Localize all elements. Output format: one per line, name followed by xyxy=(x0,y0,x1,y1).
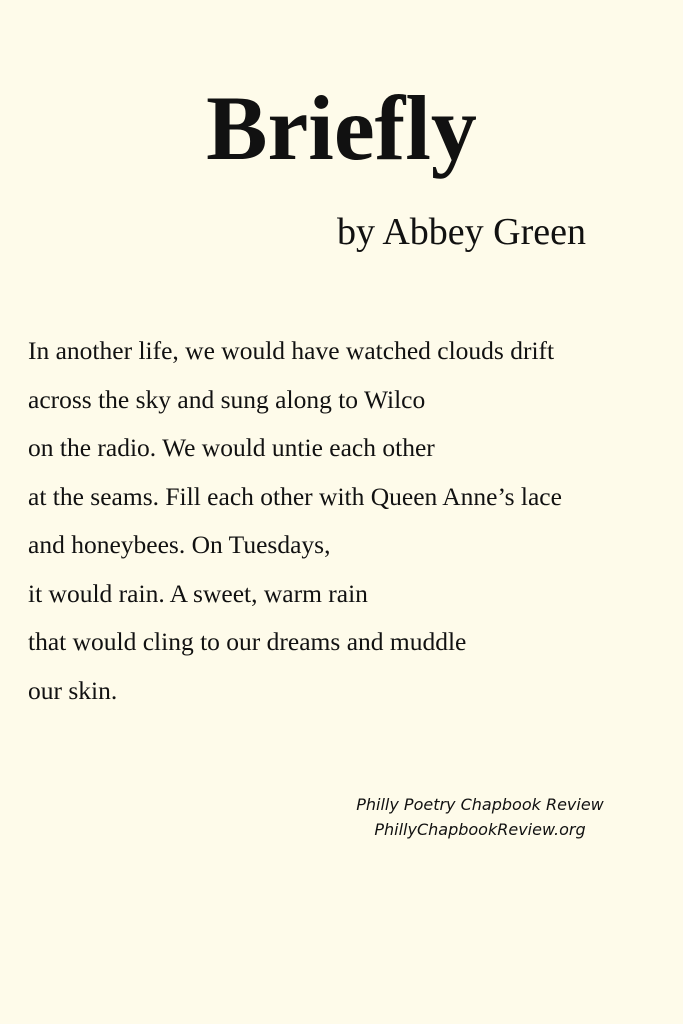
publication-name: Philly Poetry Chapbook Review xyxy=(356,795,604,814)
poem-body xyxy=(28,327,668,715)
poem-line: on the radio. We would untie each other xyxy=(28,433,435,462)
poem-line: and honeybees. On Tuesdays, xyxy=(28,530,331,559)
poem-line: that would cling to our dreams and muddle xyxy=(28,627,467,656)
poem-title: Briefly xyxy=(206,77,477,179)
poem-byline: by Abbey Green xyxy=(336,211,586,253)
publication-footer xyxy=(300,792,660,842)
poem-line: our skin. xyxy=(28,675,118,705)
publication-website: PhillyChapbookReview.org xyxy=(374,820,586,839)
poem-line: across the sky and sung along to Wilco xyxy=(28,384,426,414)
poem-line: it would rain. A sweet, warm rain xyxy=(28,578,368,608)
poem-line: at the seams. Fill each other with Queen Anne’s lace xyxy=(28,481,562,511)
poem-line: In another life, we would have watched clouds drift xyxy=(28,336,555,365)
